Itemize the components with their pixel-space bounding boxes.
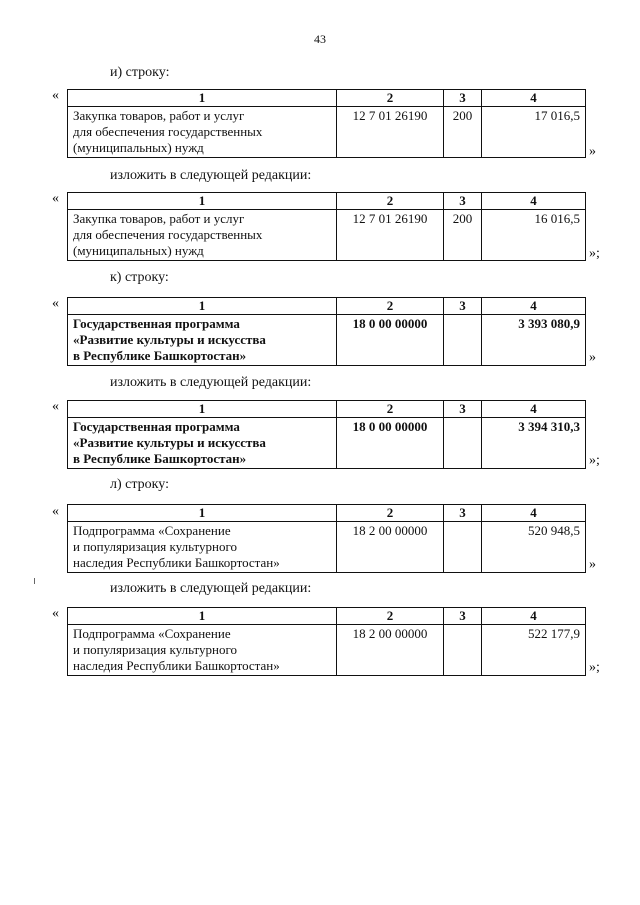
description-line: в Республике Башкортостан» [73,348,247,363]
column-number-1: 1 [68,298,337,315]
column-number-3: 3 [444,401,482,418]
original-row-table-i [67,89,586,158]
table-header-row [68,608,586,625]
table-row [68,210,586,261]
table-row [68,625,586,676]
row-sum: 16 016,5 [482,210,586,261]
row-expense-type [444,315,482,366]
column-number-4: 4 [482,193,586,210]
row-expense-type [444,418,482,469]
description-line: «Развитие культуры и искусства [73,435,266,450]
description-line: наследия Республики Башкортостан» [73,555,280,570]
column-number-1: 1 [68,90,337,107]
row-sum: 17 016,5 [482,107,586,158]
row-code: 12 7 01 26190 [337,210,444,261]
close-quote: »; [589,246,600,261]
table-header-row [68,298,586,315]
row-expense-type: 200 [444,107,482,158]
close-quote: » [589,350,596,365]
close-quote: » [589,144,596,159]
close-quote: »; [589,660,600,675]
row-sum: 3 393 080,9 [482,315,586,366]
row-code: 18 2 00 00000 [337,625,444,676]
open-quote: « [52,191,59,206]
column-number-1: 1 [68,401,337,418]
description-line: Подпрограмма «Сохранение [73,523,231,538]
table-header-row [68,90,586,107]
table-row [68,418,586,469]
description-line: наследия Республики Башкортостан» [73,658,280,673]
open-quote: « [52,399,59,414]
column-number-4: 4 [482,608,586,625]
description-line: и популяризация культурного [73,539,237,554]
column-number-3: 3 [444,608,482,625]
row-expense-type [444,625,482,676]
row-description [68,107,337,158]
description-line: «Развитие культуры и искусства [73,332,266,347]
scan-mark [34,578,35,584]
description-line: Государственная программа [73,419,240,434]
close-quote: »; [589,453,600,468]
table-row [68,315,586,366]
description-line: (муниципальных) нужд [73,140,204,155]
row-sum: 3 394 310,3 [482,418,586,469]
column-number-4: 4 [482,401,586,418]
new-row-table-k [67,400,586,469]
row-code: 18 0 00 00000 [337,418,444,469]
row-code: 12 7 01 26190 [337,107,444,158]
row-description [68,522,337,573]
column-number-1: 1 [68,608,337,625]
open-quote: « [52,88,59,103]
column-number-4: 4 [482,298,586,315]
row-expense-type [444,522,482,573]
description-line: и популяризация культурного [73,642,237,657]
description-line: Закупка товаров, работ и услуг [73,211,245,226]
table-row [68,107,586,158]
column-number-3: 3 [444,298,482,315]
description-line: Подпрограмма «Сохранение [73,626,231,641]
description-line: Государственная программа [73,316,240,331]
table-row [68,522,586,573]
column-number-1: 1 [68,193,337,210]
column-number-2: 2 [337,193,444,210]
column-number-3: 3 [444,505,482,522]
open-quote: « [52,296,59,311]
column-number-3: 3 [444,90,482,107]
row-description [68,210,337,261]
description-line: в Республике Башкортостан» [73,451,247,466]
description-line: для обеспечения государственных [73,227,263,242]
row-description [68,315,337,366]
column-number-4: 4 [482,90,586,107]
open-quote: « [52,606,59,621]
row-code: 18 2 00 00000 [337,522,444,573]
table-header-row [68,193,586,210]
column-number-3: 3 [444,193,482,210]
close-quote: » [589,557,596,572]
new-row-table-i [67,192,586,261]
table-header-row [68,505,586,522]
column-number-2: 2 [337,401,444,418]
original-row-table-k [67,297,586,366]
new-row-table-l [67,607,586,676]
row-description [68,418,337,469]
column-number-2: 2 [337,298,444,315]
column-number-1: 1 [68,505,337,522]
table-header-row [68,401,586,418]
amendment-intro-k: к) строку: [110,270,169,285]
column-number-4: 4 [482,505,586,522]
open-quote: « [52,504,59,519]
row-sum: 520 948,5 [482,522,586,573]
amendment-intro-l: л) строку: [110,477,169,492]
replace-text: изложить в следующей редакции: [110,168,312,183]
amendment-intro-i: и) строку: [110,65,170,80]
row-sum: 522 177,9 [482,625,586,676]
description-line: для обеспечения государственных [73,124,263,139]
column-number-2: 2 [337,505,444,522]
page-number: 43 [314,32,326,46]
description-line: (муниципальных) нужд [73,243,204,258]
column-number-2: 2 [337,608,444,625]
replace-text: изложить в следующей редакции: [110,581,312,596]
column-number-2: 2 [337,90,444,107]
row-description [68,625,337,676]
row-expense-type: 200 [444,210,482,261]
replace-text: изложить в следующей редакции: [110,375,312,390]
original-row-table-l [67,504,586,573]
row-code: 18 0 00 00000 [337,315,444,366]
description-line: Закупка товаров, работ и услуг [73,108,245,123]
